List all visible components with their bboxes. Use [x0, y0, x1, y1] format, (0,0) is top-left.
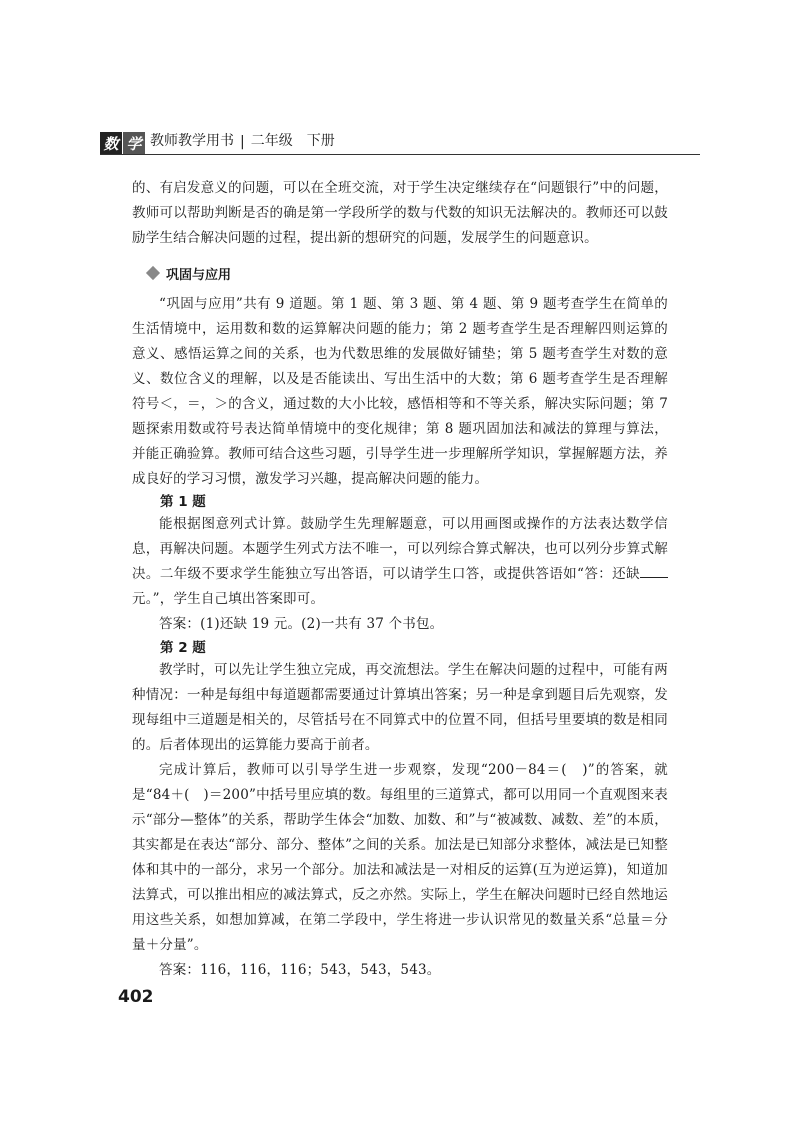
- question-2-title: 第 2 题: [160, 640, 206, 656]
- intro-paragraph: [132, 176, 668, 251]
- section-text: “巩固与应用”共有 9 道题。第 1 题、第 3 题、第 4 题、第 9 题考查学生在简单的生活情境中，运用数和数的运算解决问题的能力；第 2 题考查学生是否理解四则运算的意义、感悟运算之间的关系，也为代数思维的发展做好铺垫；第 5 题考查学生对数的意义、数位含义的理解，以及是否能读出、写出生活中的大数；第 6 题考查学生是否理解符号＜，＝，＞的含义，通过数的大小比较，感悟相等和不等关系，解决实际问题；第 7 题探索用数或符号表达简单情境中的变化规律；第 8 题巩固加法和减法的算理与算法，并能正确验算。教师可结合这些习题，引导学生进一步理解所学知识，掌握解题方法，养成良好的学习习惯，激发学习兴趣，提高解决问题的能力。: [132, 296, 668, 487]
- diamond-icon: [146, 266, 160, 280]
- q1-text-part-1: 能根据图意列式计算。鼓励学生先理解题意，可以用画图或操作的方法表达数学信息，再解决问题。本题学生列式方法不唯一，可以列综合算式解决，也可以列分步算式解决。二年级不要求学生能独立写出答语，可以请学生口答，或提供答语如“答：还缺: [132, 516, 668, 582]
- page-number: 402: [118, 987, 154, 1007]
- book-title: 教师教学用书: [150, 133, 234, 149]
- answer-blank: [640, 563, 668, 578]
- question-1-text: [132, 512, 668, 612]
- grade-volume: 二年级 下册: [250, 133, 335, 149]
- q1-text-part-2: 元。”，学生自己填出答案即可。: [132, 591, 325, 607]
- section-heading-text: 巩固与应用: [166, 267, 232, 283]
- section-paragraph: [132, 292, 668, 492]
- question-1-body: [132, 512, 668, 637]
- question-2-body: [132, 658, 668, 983]
- question-2-answer: 答案：116，116，116；543，543，543。: [159, 962, 441, 978]
- book-logo-char-1: 数: [100, 132, 122, 154]
- intro-text: 的、有启发意义的问题，可以在全班交流，对于学生决定继续存在“问题银行”中的问题，教师可以帮助判断是否的确是第一学段所学的数与代数的知识无法解决的。教师还可以鼓励学生结合解决问题的过程，提出新的想研究的问题，发展学生的问题意识。: [132, 180, 668, 246]
- section-heading: [148, 263, 231, 283]
- question-1-title: 第 1 题: [160, 494, 206, 510]
- question-2-paragraph-1: 教学时，可以先让学生独立完成，再交流想法。学生在解决问题的过程中，可能有两种情况：一种是每组中每道题都需要通过计算填出答案；另一种是拿到题目后先观察，发现每组中三道题是相关的，尽管括号在不同算式中的位置不同，但括号里要填的数是相同的。后者体现出的运算能力要高于前者。: [132, 662, 668, 753]
- page-header: [100, 124, 700, 155]
- book-logo-char-2: 学: [123, 132, 145, 154]
- question-1-answer: 答案：(1)还缺 19 元。(2)一共有 37 个书包。: [159, 616, 444, 632]
- question-2-paragraph-2: 完成计算后，教师可以引导学生进一步观察，发现“200－84＝( )”的答案，就是“84＋( )＝200”中括号里应填的数。每组里的三道算式，都可以用同一个直观图来表示“部分—整体”的关系，帮助学生体会“加数、加数、和”与“被减数、减数、差”的本质，其实都是在表达“部分、部分、整体”之间的关系。加法是已知部分求整体，减法是已知整体和其中的一部分，求另一个部分。加法和减法是一对相反的运算(互为逆运算)，知道加法算式，可以推出相应的减法算式，反之亦然。实际上，学生在解决问题时已经自然地运用这些关系，如想加算减，在第二学段中，学生将进一步认识常见的数量关系“总量＝分量＋分量”。: [132, 762, 668, 953]
- header-separator: |: [240, 134, 245, 150]
